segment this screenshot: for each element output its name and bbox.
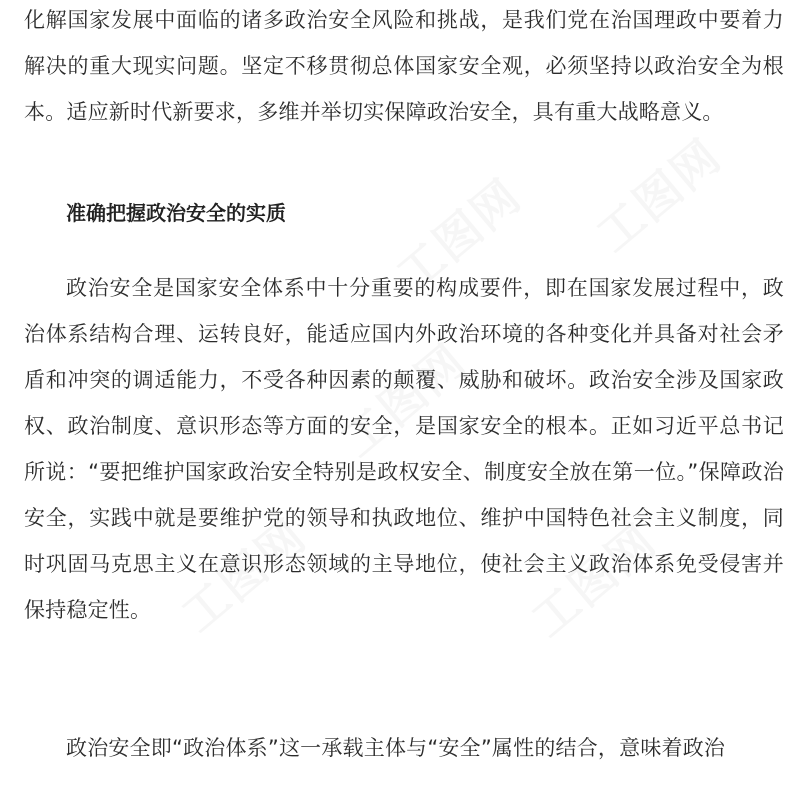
watermark-logo: 工图网 (521, 513, 667, 648)
intro-paragraph: 化解国家发展中面临的诸多政治安全风险和挑战，是我们党在治国理政中要着力解决的重大现实问题。坚定不移贯彻总体国家安全观，必须坚持以政治安全为根本。适应新时代新要求，多维并举切实保障政治安全，具有重大战略意义。 (24, 8, 784, 124)
section-heading: 准确把握政治安全的实质 (66, 201, 286, 225)
watermark-logo: 工图网 (386, 168, 532, 303)
watermark-logo: 工图网 (331, 333, 477, 468)
watermark-logo: 工图网 (586, 128, 732, 263)
watermark-logo: 工图网 (171, 508, 317, 643)
next-paragraph: 政治安全即“政治体系”这一承载主体与“安全”属性的结合，意味着政治 (66, 736, 726, 760)
essence-paragraph: 政治安全是国家安全体系中十分重要的构成要件，即在国家发展过程中，政治体系结构合理、运转良好，能适应国内外政治环境的各种变化并具备对社会矛盾和冲突的调适能力，不受各种因素的颠覆、威胁和破坏。政治安全涉及国家政权、政治制度、意识形态等方面的安全，是国家安全的根本。正如习近平总书记所说：“要把维护国家政治安全特别是政权安全、制度安全放在第一位。”保障政治安全，实践中就是要维护党的领导和执政地位、维护中国特色社会主义制度，同时巩固马克思主义在意识形态领域的主导地位，使社会主义政治体系免受侵害并保持稳定性。 (24, 276, 784, 622)
